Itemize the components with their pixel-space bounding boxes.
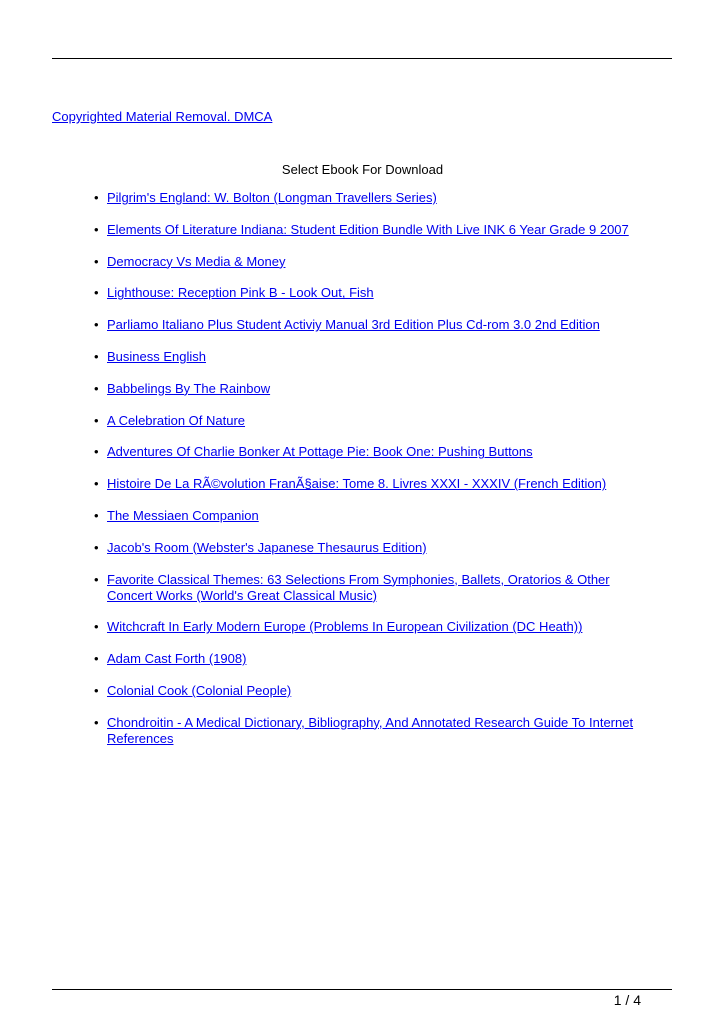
bullet-icon: •	[94, 190, 99, 205]
list-item	[94, 381, 654, 397]
bullet-icon: •	[94, 651, 99, 667]
bullet-icon: •	[94, 412, 99, 428]
ebook-link[interactable]: Business English	[107, 348, 206, 364]
ebook-link[interactable]: Favorite Classical Themes: 63 Selections From Symphonies, Ballets, Oratorios & Other Concert Works (World's Great Classical Music)	[107, 571, 610, 603]
bullet-icon: •	[94, 619, 99, 635]
ebook-link[interactable]: Adventures Of Charlie Bonker At Pottage Pie: Book One: Pushing Buttons	[107, 444, 533, 460]
ebook-link[interactable]: Histoire De La RÃ©volution FranÃ§aise: Tome 8. Livres XXXI - XXXIV (French Edition)	[107, 476, 607, 492]
ebook-link[interactable]: Witchcraft In Early Modern Europe (Problems In European Civilization (DC Heath))	[107, 619, 583, 635]
page-number: 1 / 4	[613, 992, 641, 1008]
list-item	[94, 476, 654, 492]
bullet-icon: •	[94, 253, 99, 269]
bullet-icon: •	[94, 348, 99, 364]
list-item	[94, 508, 654, 524]
ebook-link[interactable]: Colonial Cook (Colonial People)	[107, 682, 292, 698]
list-item	[94, 254, 654, 270]
bullet-icon: •	[94, 571, 99, 587]
bullet-icon: •	[94, 444, 99, 460]
list-item	[94, 715, 654, 747]
page-heading: Select Ebook For Download	[281, 162, 444, 177]
list-item	[94, 619, 654, 635]
bullet-icon: •	[94, 714, 99, 730]
ebook-link[interactable]: Elements Of Literature Indiana: Student Edition Bundle With Live INK 6 Year Grade 9 2007	[107, 221, 629, 237]
list-item	[94, 349, 654, 365]
bullet-icon: •	[94, 476, 99, 492]
ebook-link[interactable]: Pilgrim's England: W. Bolton (Longman Travellers Series)	[107, 190, 437, 205]
ebook-link[interactable]: Adam Cast Forth (1908)	[107, 651, 247, 667]
list-item	[94, 190, 654, 206]
top-divider	[52, 58, 672, 59]
bottom-divider	[52, 989, 672, 990]
bullet-icon: •	[94, 507, 99, 523]
ebook-link[interactable]: Babbelings By The Rainbow	[107, 380, 271, 396]
ebook-link[interactable]: The Messiaen Companion	[107, 507, 259, 523]
list-item	[94, 222, 654, 238]
bullet-icon: •	[94, 317, 99, 333]
ebook-link[interactable]: Chondroitin - A Medical Dictionary, Bibliography, And Annotated Research Guide To Internet References	[107, 714, 634, 746]
list-item	[94, 413, 654, 429]
ebook-list	[94, 190, 654, 763]
list-item	[94, 572, 654, 604]
bullet-icon: •	[94, 221, 99, 237]
bullet-icon: •	[94, 682, 99, 698]
bullet-icon: •	[94, 539, 99, 555]
bullet-icon: •	[94, 380, 99, 396]
ebook-link[interactable]: Lighthouse: Reception Pink B - Look Out, Fish	[107, 285, 374, 301]
list-item	[94, 540, 654, 556]
list-item	[94, 651, 654, 667]
ebook-link[interactable]: Jacob's Room (Webster's Japanese Thesaurus Edition)	[107, 539, 427, 555]
list-item	[94, 444, 654, 460]
list-item	[94, 683, 654, 699]
list-item	[94, 285, 654, 301]
ebook-link[interactable]: Democracy Vs Media & Money	[107, 253, 286, 269]
list-item	[94, 317, 654, 333]
dmca-link[interactable]: Copyrighted Material Removal. DMCA	[52, 109, 273, 124]
ebook-link[interactable]: Parliamo Italiano Plus Student Activiy Manual 3rd Edition Plus Cd-rom 3.0 2nd Edition	[107, 317, 600, 333]
bullet-icon: •	[94, 285, 99, 301]
ebook-link[interactable]: A Celebration Of Nature	[107, 412, 246, 428]
